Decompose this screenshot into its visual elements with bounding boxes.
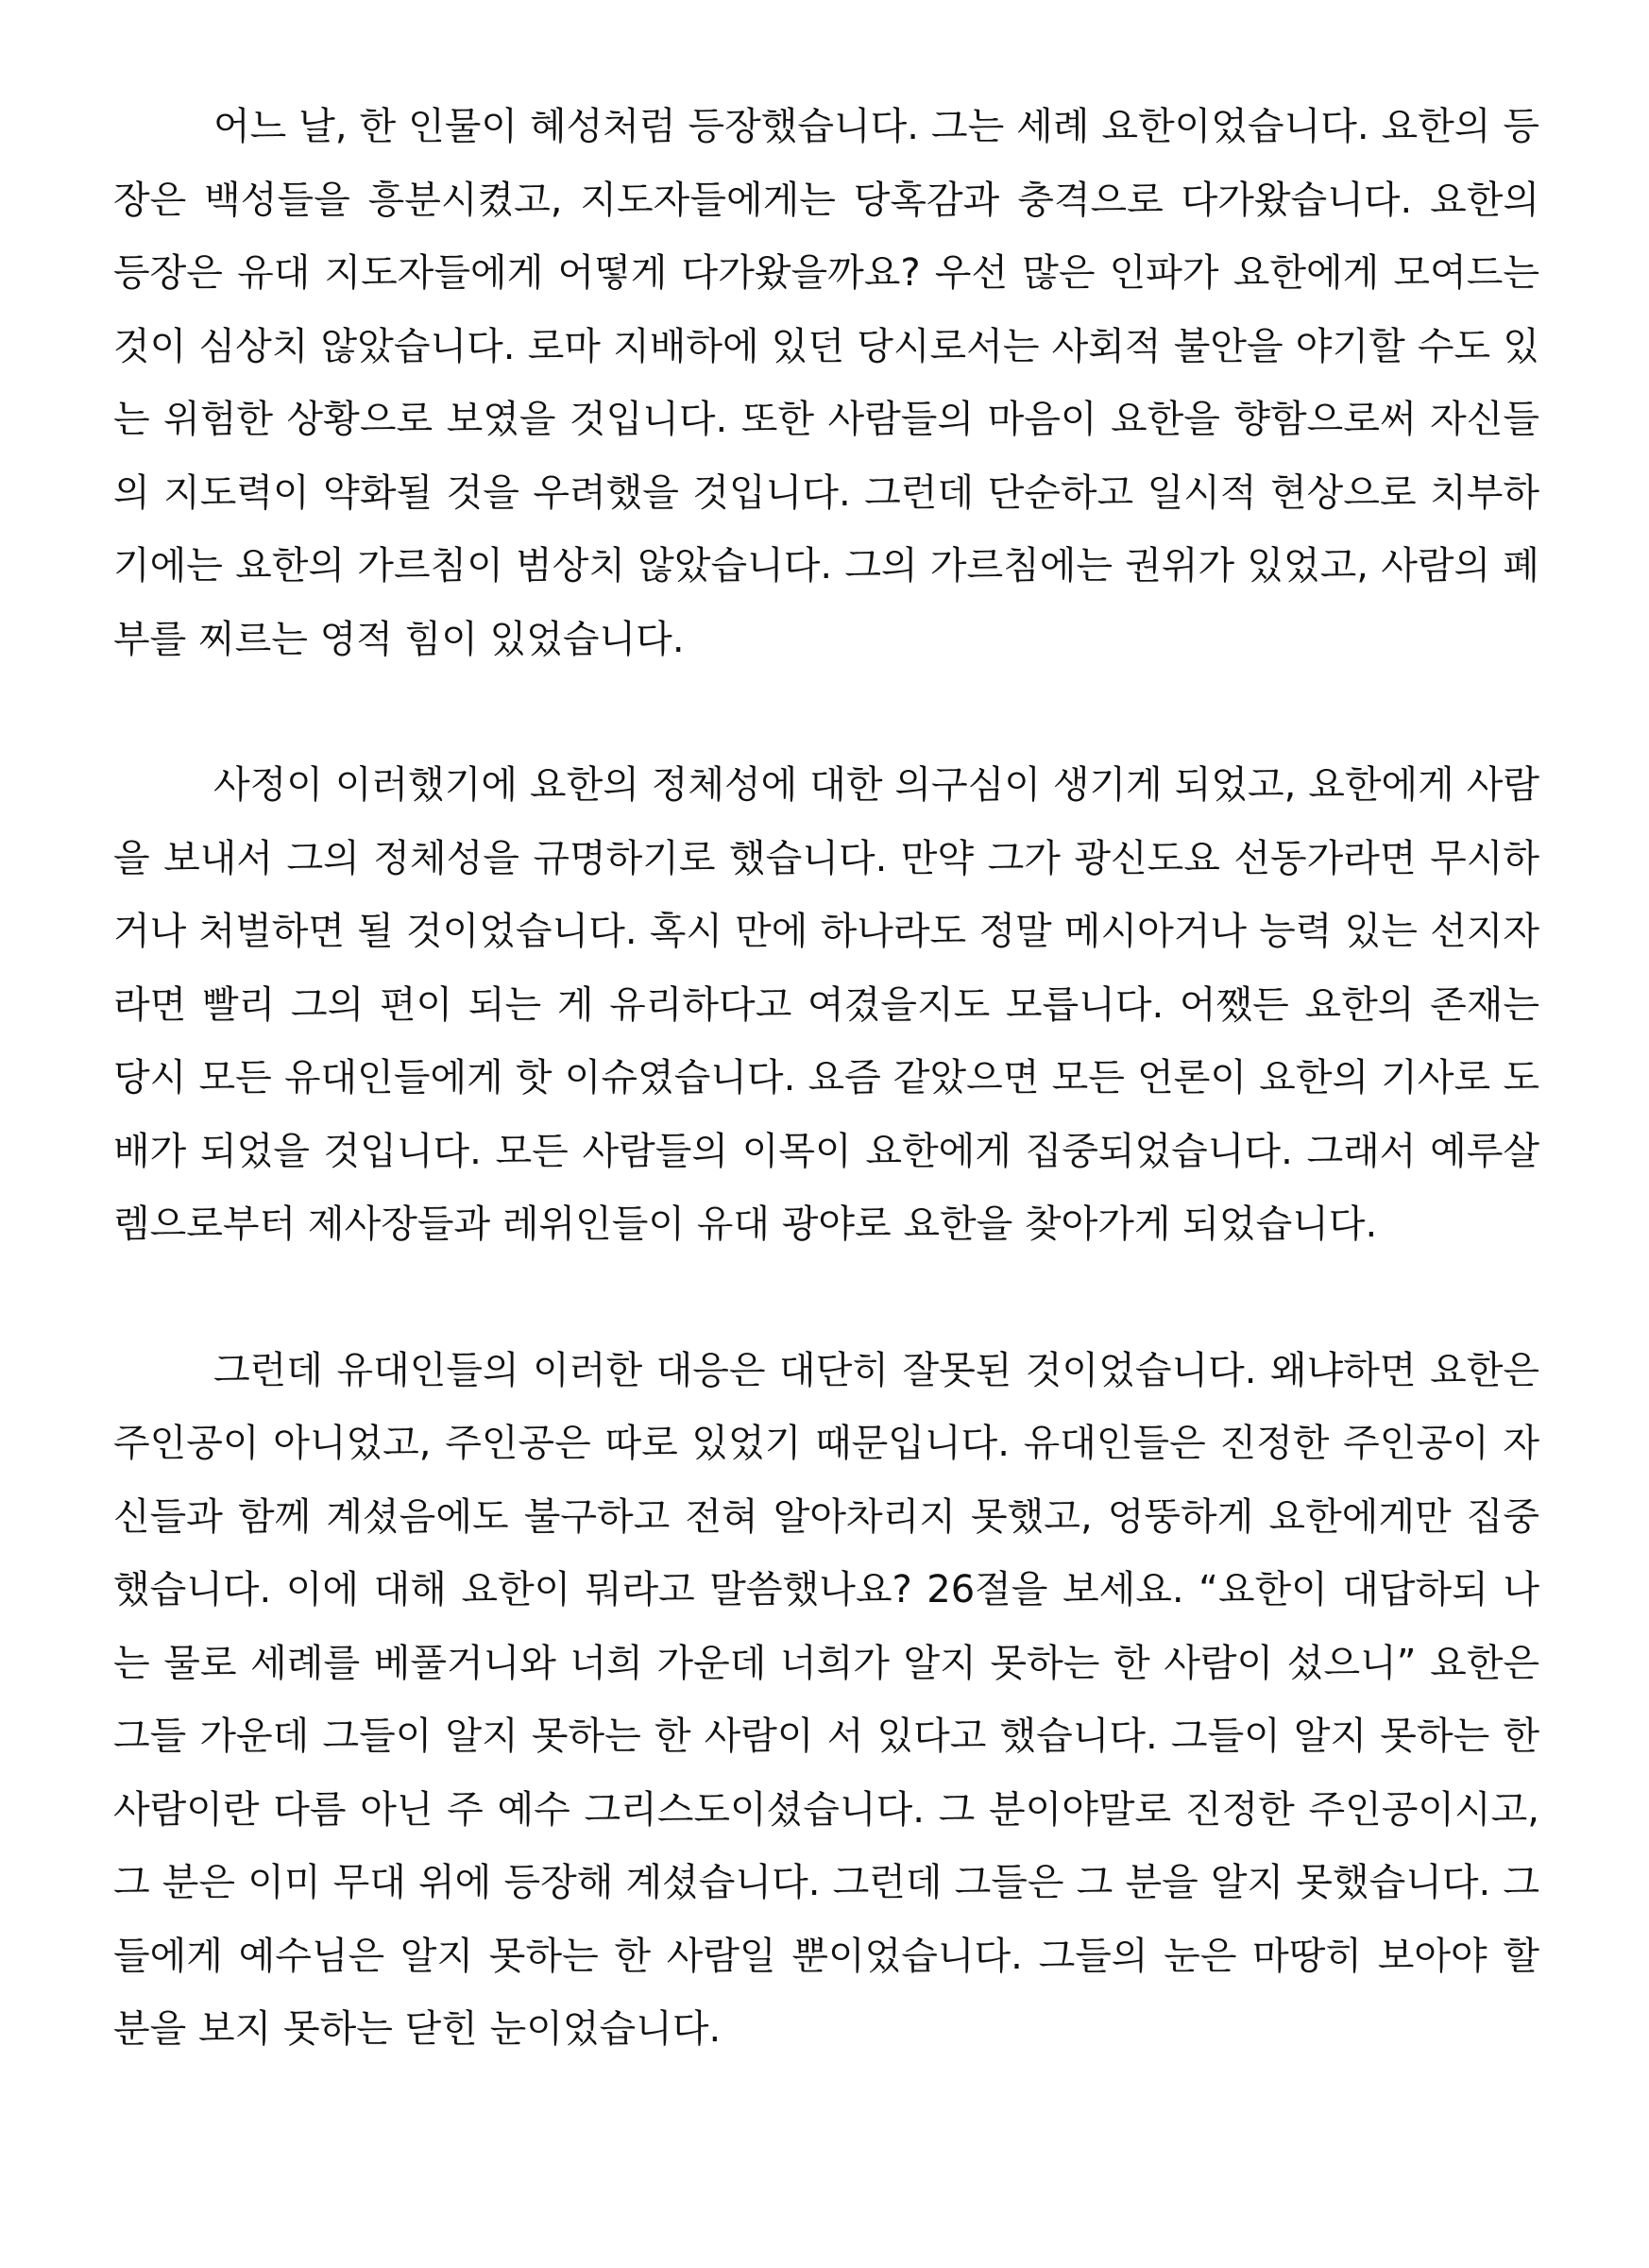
- paragraph-1: 어느 날, 한 인물이 혜성처럼 등장했습니다. 그는 세례 요한이었습니다. 요한의 등장은 백성들을 흥분시켰고, 지도자들에게는 당혹감과 충격으로 다가왔습니다. 요한의 등장은 유대 지도자들에게 어떻게 다가왔을까요? 우선 많은 인파가 요한에게 모여드는 것이 심상치 않았습니다. 로마 지배하에 있던 당시로서는 사회적 불안을 야기할 수도 있는 위험한 상황으로 보였을 것입니다. 또한 사람들의 마음이 요한을 향함으로써 자신들의 지도력이 약화될 것을 우려했을 것입니다. 그런데 단순하고 일시적 현상으로 치부하기에는 요한의 가르침이 범상치 않았습니다. 그의 가르침에는 권위가 있었고, 사람의 폐부를 찌르는 영적 힘이 있었습니다.: [113, 105, 1539, 661]
- paragraph-3: 그런데 유대인들의 이러한 대응은 대단히 잘못된 것이었습니다. 왜냐하면 요한은 주인공이 아니었고, 주인공은 따로 있었기 때문입니다. 유대인들은 진정한 주인공이 자신들과 함께 계셨음에도 불구하고 전혀 알아차리지 못했고, 엉뚱하게 요한에게만 집중했습니다. 이에 대해 요한이 뭐라고 말씀했나요? 26절을 보세요. “요한이 대답하되 나는 물로 세례를 베풀거니와 너희 가운데 너희가 알지 못하는 한 사람이 섰으니” 요한은 그들 가운데 그들이 알지 못하는 한 사람이 서 있다고 했습니다. 그들이 알지 못하는 한 사람이란 다름 아닌 주 예수 그리스도이셨습니다. 그 분이야말로 진정한 주인공이시고, 그 분은 이미 무대 위에 등장해 계셨습니다. 그런데 그들은 그 분을 알지 못했습니다. 그들에게 예수님은 알지 못하는 한 사람일 뿐이었습니다. 그들의 눈은 마땅히 보아야 할 분을 보지 못하는 닫힌 눈이었습니다.: [113, 1348, 1539, 2051]
- paragraph-2: 사정이 이러했기에 요한의 정체성에 대한 의구심이 생기게 되었고, 요한에게 사람을 보내서 그의 정체성을 규명하기로 했습니다. 만약 그가 광신도요 선동가라면 무시하거나 처벌하면 될 것이었습니다. 혹시 만에 하나라도 정말 메시아거나 능력 있는 선지자라면 빨리 그의 편이 되는 게 유리하다고 여겼을지도 모릅니다. 어쨌든 요한의 존재는 당시 모든 유대인들에게 핫 이슈였습니다. 요즘 같았으면 모든 언론이 요한의 기사로 도배가 되었을 것입니다. 모든 사람들의 이목이 요한에게 집중되었습니다. 그래서 예루살렘으로부터 제사장들과 레위인들이 유대 광야로 요한을 찾아가게 되었습니다.: [113, 763, 1539, 1246]
- document-body: [113, 91, 1539, 2067]
